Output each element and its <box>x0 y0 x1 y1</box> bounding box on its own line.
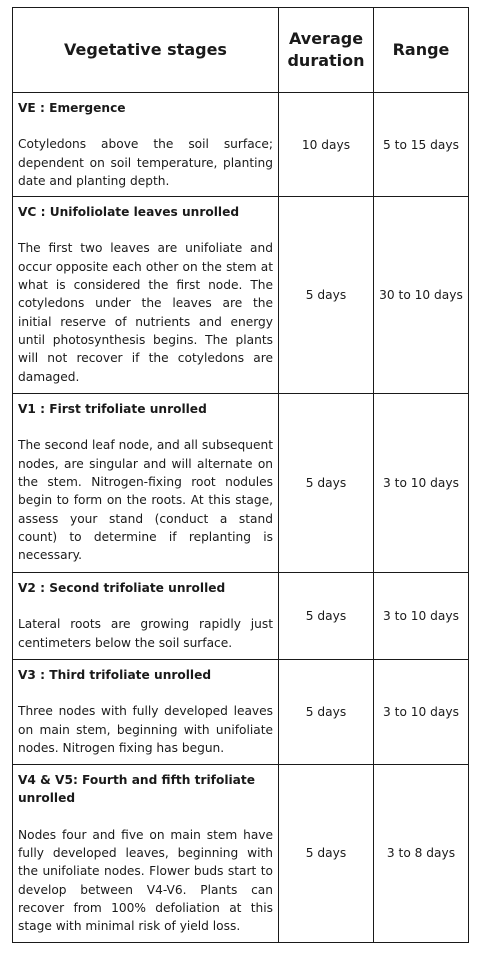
duration-cell: 10 days <box>279 93 374 197</box>
stage-title: VC : Unifoliolate leaves unrolled <box>18 205 240 220</box>
stage-title: VE : Emergence <box>18 101 126 115</box>
header-row <box>13 8 469 93</box>
stage-description: The second leaf node, and all subsequent nodes, are singular and will alternate on the stem. Nitrogen-fixing root nodules begin to form on the roots. At this stage, assess your stand (conduct a stand count) to determine if replanting is necessary. <box>18 438 273 563</box>
duration-cell: 5 days <box>279 765 374 942</box>
stage-cell <box>13 573 279 660</box>
range-cell: 3 to 10 days <box>374 660 469 765</box>
stage-title: V4 & V5: Fourth and fifth trifoliate unrolled <box>18 773 256 806</box>
range-cell: 30 to 10 days <box>374 197 469 394</box>
table-row <box>13 660 469 765</box>
vegetative-stages-table <box>12 7 469 943</box>
table-row <box>13 93 469 197</box>
header-stage: Vegetative stages <box>13 8 279 93</box>
stage-cell <box>13 394 279 573</box>
duration-cell: 5 days <box>279 573 374 660</box>
stage-description: Three nodes with fully developed leaves on main stem, beginning with unifoliate nodes. Nitrogen fixing has begun. <box>18 704 273 756</box>
range-cell: 3 to 10 days <box>374 573 469 660</box>
header-range: Range <box>374 8 469 93</box>
table-row <box>13 197 469 394</box>
stage-description: Nodes four and five on main stem have fully developed leaves, beginning with the unifoliate nodes. Flower buds start to develop between V4-V6. Plants can recover from 100% defoliation at this stage with minimal risk of yield loss. <box>18 827 273 934</box>
duration-cell: 5 days <box>279 660 374 765</box>
duration-cell: 5 days <box>279 197 374 394</box>
stage-cell <box>13 93 279 197</box>
table-row <box>13 394 469 573</box>
stage-cell <box>13 765 279 942</box>
stage-description: Lateral roots are growing rapidly just centimeters below the soil surface. <box>18 617 273 650</box>
header-duration: Average duration <box>279 8 374 93</box>
table-row <box>13 573 469 660</box>
range-cell: 3 to 8 days <box>374 765 469 942</box>
stage-description: Cotyledons above the soil surface; dependent on soil temperature, planting date and planting depth. <box>18 137 273 188</box>
table-row <box>13 765 469 942</box>
stage-title: V1 : First trifoliate unrolled <box>18 402 207 417</box>
stage-description: The first two leaves are unifoliate and occur opposite each other on the stem at what is considered the first node. The cotyledons under the leaves are the initial reserve of nutrients and energy until photosynthesis begins. The plants will not recover if the cotyledons are damaged. <box>18 241 273 384</box>
range-cell: 5 to 15 days <box>374 93 469 197</box>
stage-cell <box>13 660 279 765</box>
stage-title: V3 : Third trifoliate unrolled <box>18 668 212 683</box>
duration-cell: 5 days <box>279 394 374 573</box>
stage-title: V2 : Second trifoliate unrolled <box>18 581 226 596</box>
stage-cell <box>13 197 279 394</box>
range-cell: 3 to 10 days <box>374 394 469 573</box>
